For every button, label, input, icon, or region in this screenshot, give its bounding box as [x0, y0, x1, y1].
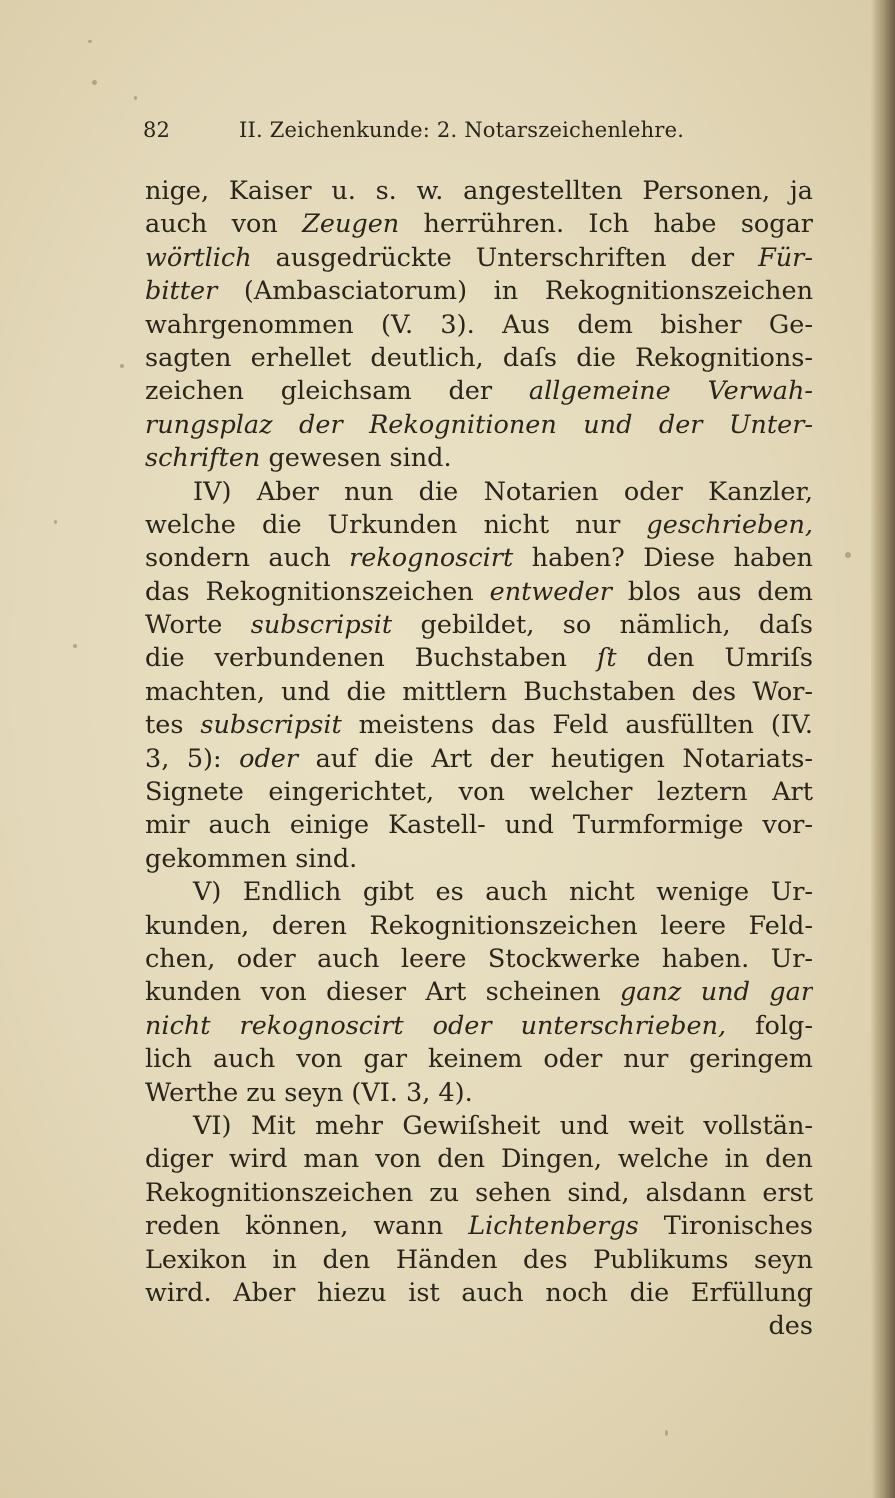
- text-line: [145, 676, 813, 709]
- text-line: [145, 743, 813, 776]
- text-run: nige, Kaiser u. s. w. angestellten Personen, ja: [145, 176, 813, 206]
- italic-phrase: nicht rekognoscirt oder unterschrieben,: [145, 1010, 727, 1041]
- text-line: [145, 709, 813, 742]
- text-run: Werthe zu seyn (VI. 3, 4).: [145, 1077, 473, 1108]
- text-run: Lexikon in den Händen des Publikums seyn: [145, 1244, 813, 1275]
- italic-phrase: Für-: [758, 242, 813, 273]
- text-run: tes: [145, 710, 201, 741]
- italic-phrase: geschrieben,: [646, 509, 813, 540]
- text-run: des: [768, 1311, 813, 1342]
- text-line: [145, 375, 813, 408]
- text-line: [145, 1210, 813, 1243]
- text-line: [145, 409, 813, 442]
- text-line: [145, 1077, 813, 1110]
- italic-phrase: bitter: [145, 276, 218, 307]
- text-line: [145, 442, 813, 475]
- text-run: Tironisches: [638, 1211, 813, 1242]
- text-line: [145, 1244, 813, 1277]
- text-run: wahrgenommen (V. 3). Aus dem bisher Ge-: [145, 309, 813, 340]
- italic-phrase: rekognoscirt: [349, 543, 514, 574]
- text-line: [145, 342, 813, 375]
- text-line: [145, 208, 813, 241]
- italic-phrase: entweder: [489, 576, 612, 607]
- text-line: [145, 175, 813, 208]
- text-line: [145, 876, 813, 909]
- text-line: [145, 910, 813, 943]
- text-run: sagten erhellet deutlich, daſs die Rekognitions-: [145, 342, 813, 373]
- page-gutter-shadow: [871, 0, 895, 1498]
- paper-speck: [845, 552, 851, 558]
- page-number: 82: [143, 118, 171, 142]
- text-line: [145, 776, 813, 809]
- italic-phrase: subscripsit: [200, 710, 342, 741]
- text-run: auf die Art der heutigen Notariats-: [298, 743, 813, 774]
- italic-phrase: Lichtenbergs: [468, 1211, 639, 1242]
- text-run: wird. Aber hiezu ist auch noch die Erfüllung: [145, 1277, 813, 1308]
- text-line: [145, 609, 813, 642]
- text-run: gekommen sind.: [145, 843, 358, 874]
- italic-phrase: wörtlich: [145, 242, 252, 273]
- text-run: reden können, wann: [145, 1211, 469, 1242]
- text-line: [145, 476, 813, 509]
- paper-speck: [665, 1430, 668, 1436]
- text-run: meistens das Feld ausfüllten (IV.: [341, 710, 813, 741]
- text-run: zeichen gleichsam der: [145, 376, 529, 407]
- text-run: 3, 5):: [145, 743, 240, 774]
- paper-speck: [54, 520, 57, 524]
- text-run: welche die Urkunden nicht nur: [145, 509, 647, 540]
- italic-phrase: ſt: [596, 643, 617, 674]
- text-run: Signete eingerichtet, von welcher leztern Art: [145, 777, 813, 808]
- text-run: gewesen sind.: [260, 443, 452, 474]
- text-line: [145, 1010, 813, 1043]
- body-text: [145, 175, 813, 1344]
- paper-speck: [134, 96, 137, 100]
- italic-phrase: ganz und gar: [619, 977, 813, 1008]
- text-line: [145, 1177, 813, 1210]
- italic-phrase: Zeugen: [302, 209, 400, 240]
- text-run: VI) Mit mehr Gewiſsheit und weit vollstän-: [193, 1110, 813, 1141]
- italic-phrase: subscripsit: [250, 610, 393, 641]
- text-run: Worte: [145, 610, 251, 641]
- running-title: II. Zeichenkunde: 2. Notarszeichenlehre.: [239, 118, 685, 142]
- paper-speck: [88, 40, 92, 43]
- text-run: kunden von dieser Art scheinen: [145, 977, 620, 1008]
- text-run: kunden, deren Rekognitionszeichen leere Feld-: [145, 910, 813, 941]
- text-line: [145, 843, 813, 876]
- text-line: [145, 576, 813, 609]
- text-run: V) Endlich gibt es auch nicht wenige Ur-: [193, 877, 813, 908]
- paper-speck: [92, 80, 97, 85]
- text-run: haben? Diese haben: [513, 543, 813, 574]
- text-line: [145, 275, 813, 308]
- text-run: das Rekognitionszeichen: [145, 576, 490, 607]
- text-run: (Ambasciatorum) in Rekognitionszeichen: [217, 276, 813, 307]
- text-run: folg-: [726, 1010, 813, 1041]
- running-header: [143, 114, 743, 150]
- text-run: lich auch von gar keinem oder nur geringem: [145, 1044, 813, 1075]
- text-run: auch von: [145, 209, 303, 240]
- text-run: herrühren. Ich habe sogar: [399, 209, 813, 240]
- text-run: blos aus dem: [611, 576, 813, 607]
- text-line: [145, 1043, 813, 1076]
- italic-phrase: rungsplaz der Rekognitionen und der Unter-: [145, 409, 813, 440]
- text-line: [145, 309, 813, 342]
- text-run: sondern auch: [145, 543, 350, 574]
- paper-speck: [73, 644, 77, 648]
- text-run: gebildet, so nämlich, daſs: [392, 610, 813, 641]
- text-run: IV) Aber nun die Notarien oder Kanzler,: [193, 476, 813, 507]
- text-run: den Umriſs: [616, 643, 813, 674]
- italic-phrase: schriften: [145, 443, 261, 474]
- text-run: mir auch einige Kastell- und Turmformige vor-: [145, 810, 813, 841]
- text-run: machten, und die mittlern Buchstaben des Wor-: [145, 676, 813, 707]
- text-line: [145, 809, 813, 842]
- paper-speck: [120, 364, 124, 368]
- text-line: [145, 509, 813, 542]
- text-run: diger wird man von den Dingen, welche in den: [145, 1144, 813, 1175]
- text-run: die verbundenen Buchstaben: [145, 643, 597, 674]
- text-line: [145, 1110, 813, 1143]
- italic-phrase: allgemeine Verwah-: [528, 376, 813, 407]
- text-run: ausgedrückte Unterschriften der: [251, 242, 759, 273]
- italic-phrase: oder: [239, 743, 299, 774]
- catchword: [145, 1310, 813, 1343]
- text-line: [145, 976, 813, 1009]
- text-line: [145, 1277, 813, 1310]
- text-line: [145, 542, 813, 575]
- text-run: Rekognitionszeichen zu sehen sind, alsdann erst: [145, 1177, 813, 1208]
- text-line: [145, 943, 813, 976]
- text-line: [145, 642, 813, 675]
- text-line: [145, 1143, 813, 1176]
- text-run: chen, oder auch leere Stockwerke haben. Ur-: [145, 943, 813, 974]
- text-line: [145, 242, 813, 275]
